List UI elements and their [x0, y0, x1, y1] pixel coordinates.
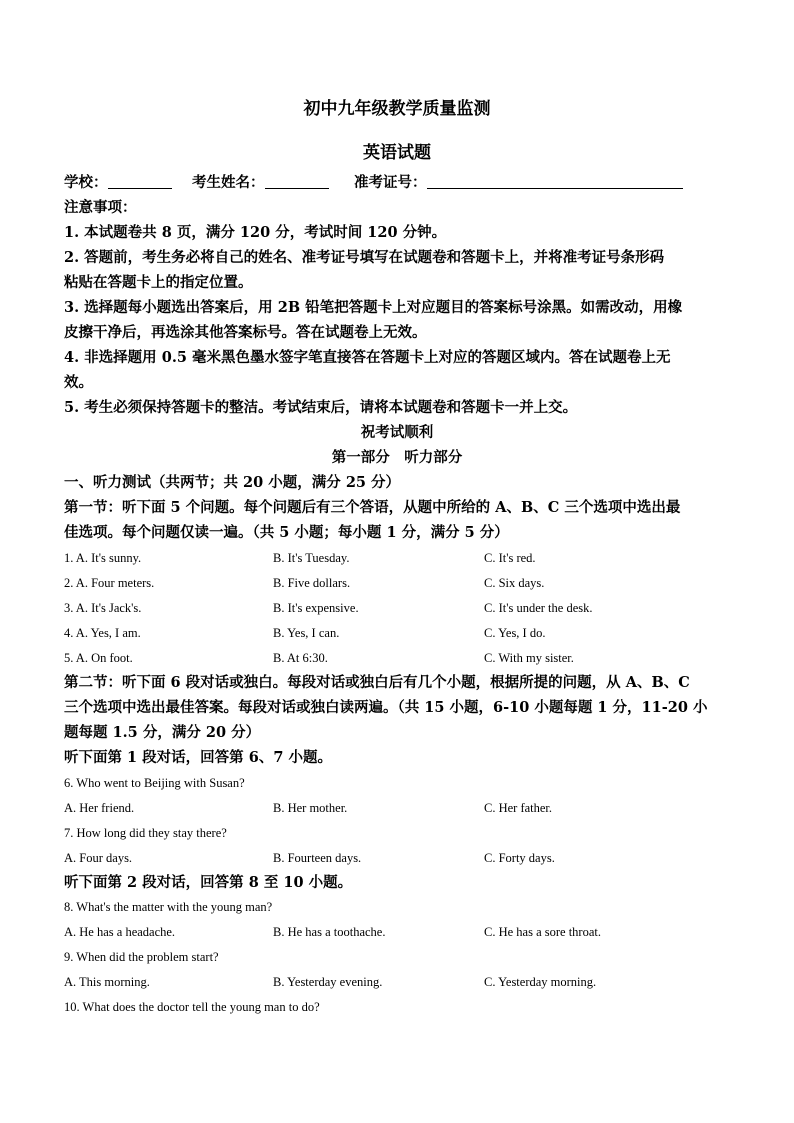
q5-option-a: 5. A. On foot. [64, 651, 133, 665]
note-line: 4. 非选择题用 0.5 毫米黑色墨水签字笔直接答在答题卡上对应的答题区域内。答在试题卷上无 [64, 349, 671, 366]
dialogue1-heading: 听下面第 1 段对话，回答第 6、7 小题。 [64, 749, 332, 766]
q4-option-b: B. Yes, I can. [273, 626, 340, 640]
note-line: 效。 [64, 374, 93, 391]
school-field [64, 174, 172, 192]
q7-option-a: A. Four days. [64, 851, 133, 865]
name-blank [265, 174, 329, 189]
q9-option-b: B. Yesterday evening. [273, 975, 383, 989]
q9-option-a: A. This morning. [64, 975, 150, 989]
q1-option-c: C. It's red. [484, 551, 536, 565]
section2-instruction: 题每题 1.5 分，满分 20 分） [64, 724, 261, 741]
id-blank [427, 174, 683, 189]
note-line: 2. 答题前，考生务必将自己的姓名、准考证号填写在试题卷和答题卡上，并将准考证号条形码 [64, 249, 665, 266]
q7-option-b: B. Fourteen days. [273, 851, 362, 865]
name-label: 考生姓名： [192, 174, 265, 191]
notes-heading: 注意事项： [64, 199, 137, 216]
q8-option-b: B. He has a toothache. [273, 925, 386, 939]
question-10: 10. What does the doctor tell the young man to do? [64, 1000, 320, 1014]
q2-option-a: 2. A. Four meters. [64, 576, 155, 590]
id-label: 准考证号： [354, 174, 427, 191]
section2-instruction: 第二节：听下面 6 段对话或独白。每段对话或独白后有几个小题，根据所提的问题，从 A、B、C [64, 674, 690, 691]
q6-option-a: A. Her friend. [64, 801, 135, 815]
note-line: 粘贴在答题卡上的指定位置。 [64, 274, 253, 291]
school-blank [108, 174, 172, 189]
q2-option-b: B. Five dollars. [273, 576, 351, 590]
q5-option-c: C. With my sister. [484, 651, 574, 665]
section1-instruction: 第一节：听下面 5 个问题。每个问题后有三个答语，从题中所给的 A、B、C 三个选项中选出最 [64, 499, 681, 516]
note-line: 3. 选择题每小题选出答案后，用 2B 铅笔把答题卡上对应题目的答案标号涂黑。如需改动，用橡 [64, 299, 683, 316]
q3-option-b: B. It's expensive. [273, 601, 359, 615]
id-field [354, 174, 683, 192]
q1-option-b: B. It's Tuesday. [273, 551, 350, 565]
school-label: 学校： [64, 174, 108, 191]
note-line: 皮擦干净后，再选涂其他答案标号。答在试题卷上无效。 [64, 324, 427, 341]
q6-option-c: C. Her father. [484, 801, 553, 815]
question-8: 8. What's the matter with the young man? [64, 900, 273, 914]
exam-subtitle: 英语试题 [363, 143, 431, 163]
question-6: 6. Who went to Beijing with Susan? [64, 776, 245, 790]
q4-option-c: C. Yes, I do. [484, 626, 546, 640]
name-field [192, 174, 329, 192]
q6-option-b: B. Her mother. [273, 801, 348, 815]
question-9: 9. When did the problem start? [64, 950, 219, 964]
q2-option-c: C. Six days. [484, 576, 545, 590]
q8-option-c: C. He has a sore throat. [484, 925, 601, 939]
q5-option-b: B. At 6:30. [273, 651, 328, 665]
section1-instruction: 佳选项。每个问题仅读一遍。（共 5 小题；每小题 1 分，满分 5 分） [64, 524, 509, 541]
note-line: 1. 本试题卷共 8 页，满分 120 分，考试时间 120 分钟。 [64, 224, 447, 241]
wish-text: 祝考试顺利 [360, 424, 434, 441]
listening-heading: 一、听力测试（共两节；共 20 小题，满分 25 分） [64, 474, 401, 491]
dialogue2-heading: 听下面第 2 段对话，回答第 8 至 10 小题。 [64, 874, 353, 891]
q3-option-a: 3. A. It's Jack's. [64, 601, 142, 615]
section2-instruction: 三个选项中选出最佳答案。每段对话或独白读两遍。（共 15 小题，6-10 小题每题 1 分，11-20 小 [64, 699, 708, 716]
note-line: 5. 考生必须保持答题卡的整洁。考试结束后，请将本试题卷和答题卡一并上交。 [64, 399, 578, 416]
q8-option-a: A. He has a headache. [64, 925, 176, 939]
q3-option-c: C. It's under the desk. [484, 601, 593, 615]
q9-option-c: C. Yesterday morning. [484, 975, 597, 989]
q7-option-c: C. Forty days. [484, 851, 555, 865]
q1-option-a: 1. A. It's sunny. [64, 551, 142, 565]
exam-title: 初中九年级教学质量监测 [303, 99, 491, 119]
q4-option-a: 4. A. Yes, I am. [64, 626, 141, 640]
part1-title: 第一部分 听力部分 [331, 449, 463, 466]
question-7: 7. How long did they stay there? [64, 826, 227, 840]
